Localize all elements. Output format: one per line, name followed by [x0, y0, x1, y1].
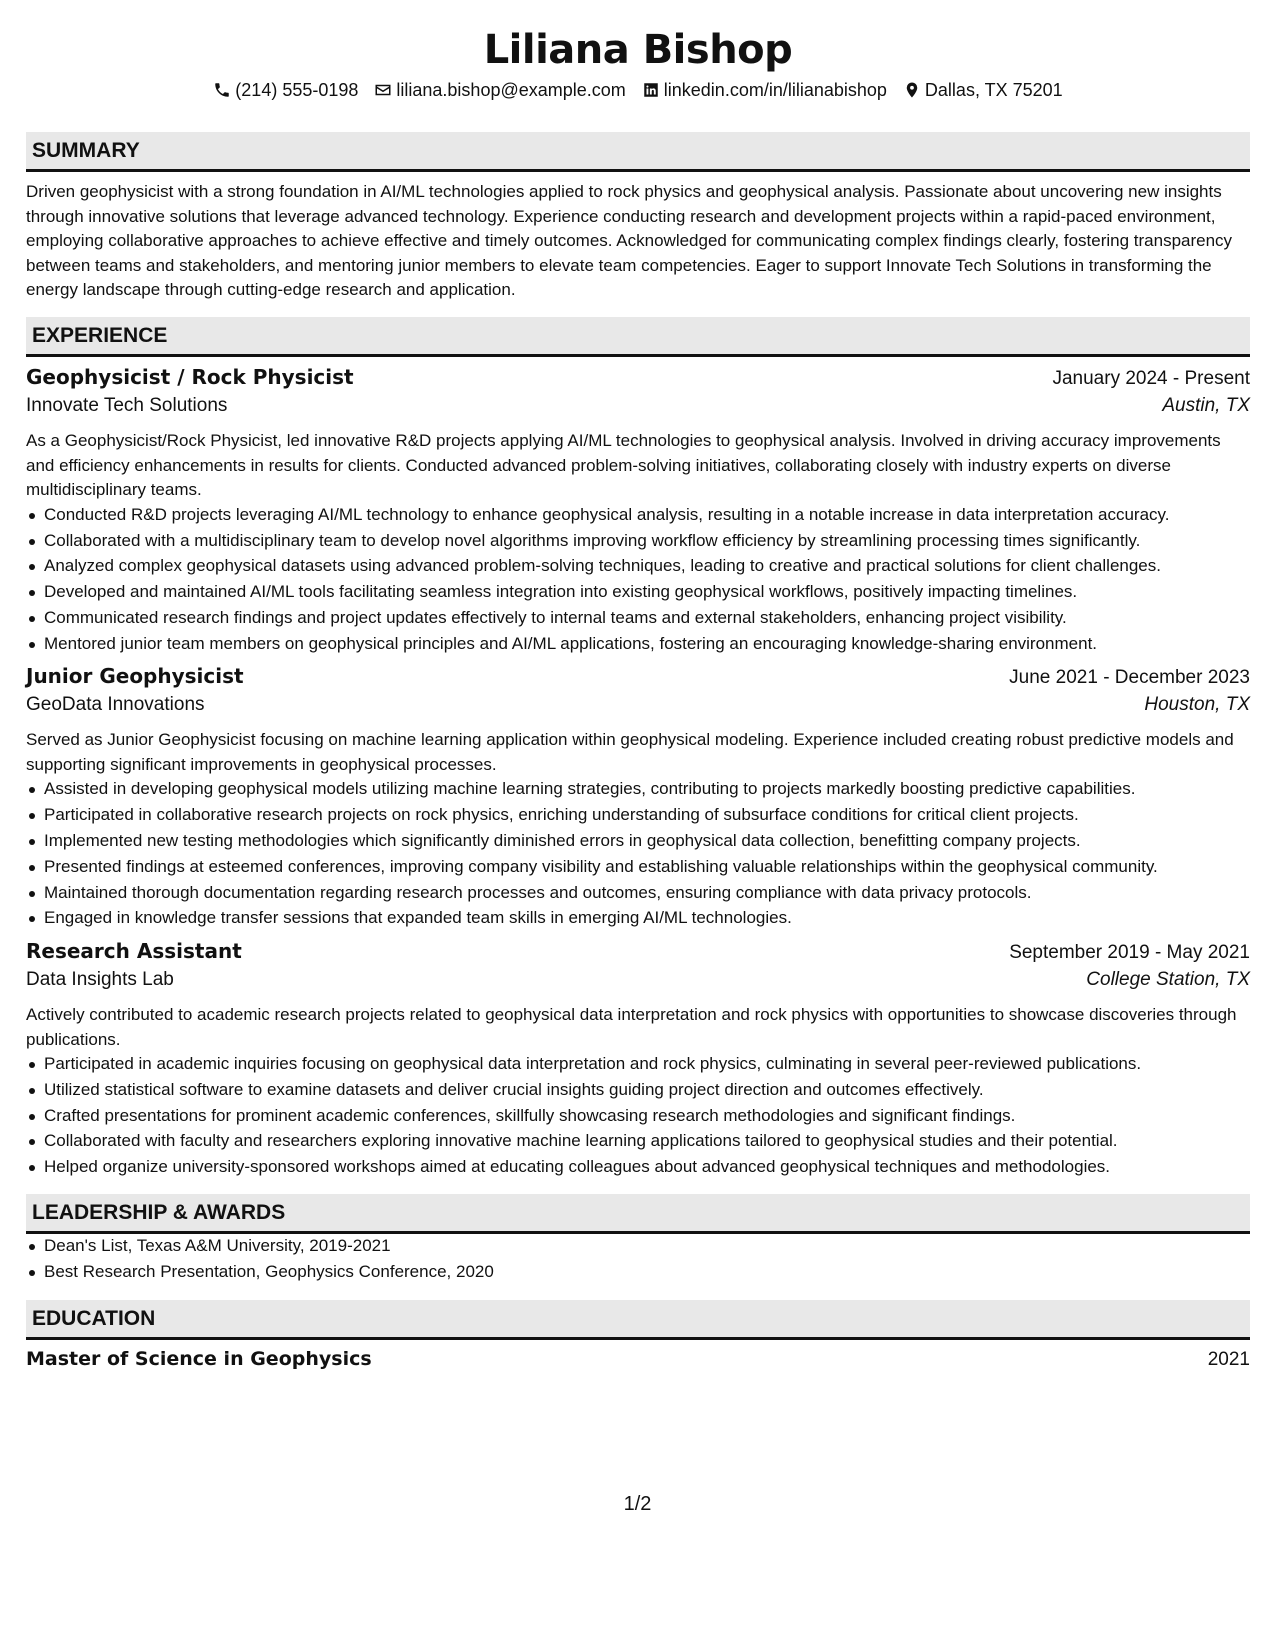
- job-entry-2: [26, 664, 1250, 931]
- education-heading: EDUCATION: [26, 1300, 1250, 1340]
- list-item: Crafted presentations for prominent academic conferences, skillfully showcasing research methodologies and significant findings.: [44, 1104, 1250, 1129]
- job-description: Served as Junior Geophysicist focusing on machine learning application within geophysical modeling. Experience included creating robust predictive models and supporting significant improvements in geophysical processes.: [26, 730, 1234, 774]
- map-pin-icon: [903, 81, 921, 99]
- list-item: Participated in academic inquiries focusing on geophysical data interpretation and rock physics, culminating in several peer-reviewed publications.: [44, 1052, 1250, 1077]
- location-text: Dallas, TX 75201: [924, 79, 1063, 100]
- list-item: Engaged in knowledge transfer sessions that expanded team skills in emerging AI/ML technologies.: [44, 906, 1250, 931]
- phone-text: (214) 555-0198: [235, 79, 359, 100]
- list-item: Analyzed complex geophysical datasets using advanced problem-solving techniques, leading to creative and practical solutions for client challenges.: [44, 554, 1250, 579]
- degree-title: Master of Science in Geophysics: [26, 1348, 372, 1371]
- job-description: Actively contributed to academic research projects related to geophysical data interpretation and rock physics with opportunities to showcase discoveries through publications.: [26, 1004, 1237, 1049]
- job-entry-1: [26, 365, 1250, 656]
- job-title: Research Assistant: [26, 938, 242, 963]
- job-bullets: [26, 503, 1250, 657]
- job-description: As a Geophysicist/Rock Physicist, led innovative R&D projects applying AI/ML technologies to geophysical analysis. Involved in driving accuracy improvements and efficiency enhancements in results for clients. Conducted advanced problem-solving initiatives, collaborating closely with industry experts on diverse multidisciplinary teams.: [26, 430, 1221, 500]
- list-item: Mentored junior team members on geophysical principles and AI/ML applications, fostering an encouraging knowledge-sharing environment.: [44, 632, 1250, 657]
- summary-text: Driven geophysicist with a strong foundation in AI/ML technologies applied to rock physics and geophysical analysis. Passionate about uncovering new insights through innovative solutions that leverage advanced technology. Experience conducting research and development projects within a rapid-paced environment, employing collaborative approaches to achieve effective and timely outcomes. Acknowledged for communicating complex findings clearly, fostering transparency between teams and stakeholders, and mentoring junior members to elevate team competencies. Eager to support Innovate Tech Solutions in transforming the energy landscape through cutting-edge research and application.: [26, 182, 1233, 300]
- contact-location: [903, 80, 1063, 101]
- email-link[interactable]: liliana.bishop@example.com: [396, 79, 626, 100]
- list-item: Dean's List, Texas A&M University, 2019-2021: [44, 1234, 1250, 1259]
- list-item: Best Research Presentation, Geophysics Conference, 2020: [44, 1260, 1250, 1285]
- job-dates: September 2019 - May 2021: [1009, 941, 1250, 963]
- list-item: Communicated research findings and project updates effectively to internal teams and external stakeholders, enhancing project visibility.: [44, 606, 1250, 631]
- contact-phone: [213, 80, 358, 101]
- experience-heading: EXPERIENCE: [26, 317, 1250, 357]
- job-title: Geophysicist / Rock Physicist: [26, 364, 354, 389]
- awards-list: [26, 1234, 1250, 1284]
- list-item: Collaborated with a multidisciplinary team to develop novel algorithms improving workflow efficiency by streamlining processing times significantly.: [44, 529, 1250, 554]
- list-item: Implemented new testing methodologies which significantly diminished errors in geophysical data collection, benefitting company projects.: [44, 829, 1250, 854]
- list-item: Conducted R&D projects leveraging AI/ML technology to enhance geophysical analysis, resulting in a notable increase in data interpretation accuracy.: [44, 503, 1250, 528]
- degree-year: 2021: [1207, 1349, 1250, 1371]
- list-item: Helped organize university-sponsored workshops aimed at educating colleagues about advanced geophysical techniques and methodologies.: [44, 1155, 1250, 1180]
- job-company: Data Insights Lab: [26, 968, 174, 990]
- linkedin-icon: [642, 81, 660, 99]
- job-dates: June 2021 - December 2023: [1009, 667, 1250, 689]
- page-number: 1/2: [623, 1493, 652, 1515]
- list-item: Presented findings at esteemed conferences, improving company visibility and establishing valuable relationships within the geophysical community.: [44, 855, 1250, 880]
- phone-icon: [213, 81, 231, 99]
- education-entry: [26, 1348, 1250, 1376]
- list-item: Maintained thorough documentation regarding research processes and outcomes, ensuring compliance with data privacy protocols.: [44, 881, 1250, 906]
- contact-bar: [26, 78, 1250, 102]
- job-entry-3: [26, 939, 1250, 1180]
- contact-linkedin[interactable]: [642, 80, 887, 101]
- job-location: Austin, TX: [1162, 394, 1250, 416]
- list-item: Collaborated with faculty and researchers exploring innovative machine learning applications tailored to geophysical studies and their potential.: [44, 1129, 1250, 1154]
- candidate-name: Liliana Bishop: [483, 27, 793, 73]
- job-dates: January 2024 - Present: [1052, 367, 1250, 389]
- linkedin-link[interactable]: linkedin.com/in/lilianabishop: [663, 79, 887, 100]
- envelope-icon: [374, 81, 392, 99]
- job-location: Houston, TX: [1144, 694, 1250, 716]
- resume-page: [26, 0, 1250, 1376]
- job-title: Junior Geophysicist: [26, 664, 244, 689]
- list-item: Developed and maintained AI/ML tools facilitating seamless integration into existing geophysical workflows, positively impacting timelines.: [44, 580, 1250, 605]
- job-company: GeoData Innovations: [26, 694, 205, 716]
- leadership-heading: LEADERSHIP & AWARDS: [26, 1194, 1250, 1234]
- list-item: Utilized statistical software to examine datasets and deliver crucial insights guiding project direction and outcomes effectively.: [44, 1078, 1250, 1103]
- job-location: College Station, TX: [1086, 968, 1250, 990]
- list-item: Assisted in developing geophysical models utilizing machine learning strategies, contributing to projects markedly boosting predictive capabilities.: [44, 777, 1250, 802]
- list-item: Participated in collaborative research projects on rock physics, enriching understanding of subsurface conditions for critical client projects.: [44, 803, 1250, 828]
- job-bullets: [26, 777, 1250, 931]
- summary-heading: SUMMARY: [26, 132, 1250, 172]
- job-company: Innovate Tech Solutions: [26, 394, 228, 416]
- job-bullets: [26, 1052, 1250, 1180]
- contact-email[interactable]: [374, 80, 625, 101]
